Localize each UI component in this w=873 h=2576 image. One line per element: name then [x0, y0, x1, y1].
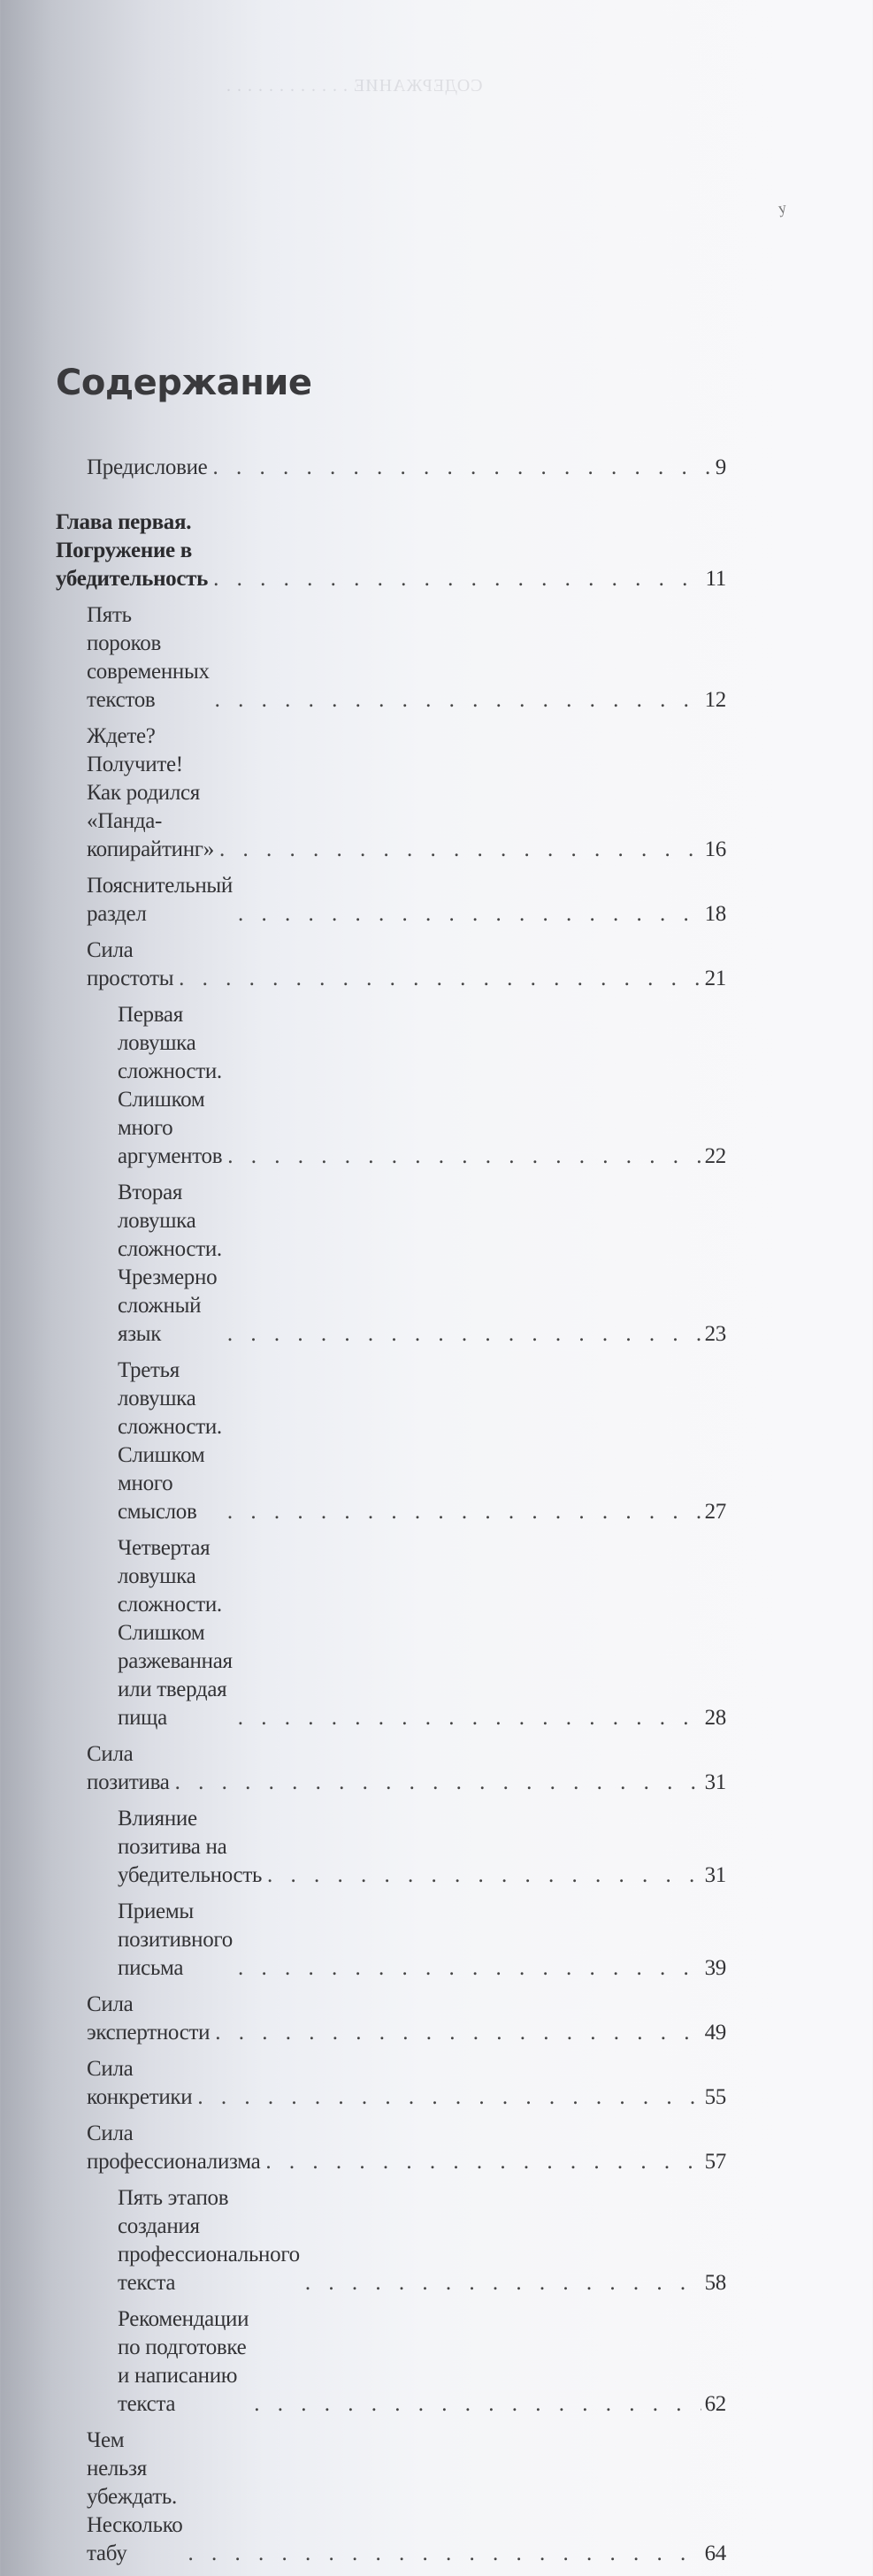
toc-entry-label-line1: Четвертая ловушка сложности. Слишком	[118, 1536, 222, 1645]
toc-entry[interactable]	[56, 1740, 726, 1797]
toc-entry-label: Чем нельзя убеждать. Несколько табу	[87, 2428, 183, 2565]
toc-page-number: 11	[705, 567, 726, 591]
toc-page-number: 55	[704, 2085, 726, 2109]
dot-leader	[267, 1861, 701, 1890]
toc-entry-multiline[interactable]	[56, 1001, 726, 1171]
dot-leader	[227, 1143, 701, 1171]
toc-page-number: 31	[704, 1770, 726, 1794]
toc-entry-label: разжеванная или твердая пища	[118, 1649, 233, 1730]
toc-entry-label-line1: Вторая ловушка сложности. Чрезмерно сложный	[118, 1181, 222, 1318]
toc-entry-label: Пять пороков современных текстов	[87, 603, 210, 712]
dot-leader	[213, 565, 701, 593]
toc-entry-label: Пять этапов создания профессионального текста	[118, 2186, 300, 2295]
dot-leader	[265, 2148, 701, 2176]
dot-leader	[227, 1498, 701, 1526]
dot-leader	[179, 965, 701, 993]
toc-entry-label-line1: Третья ловушка сложности. Слишком много	[118, 1358, 222, 1495]
page-title: Содержание	[56, 363, 312, 403]
toc-entry-chapter-1[interactable]	[56, 508, 726, 593]
bleed-through-header: СОДЕРЖАНИЕ . . . . . . . . . . . .	[226, 76, 483, 96]
pencil-mark: у	[777, 198, 788, 218]
toc-entry-label: Приемы позитивного письма	[118, 1900, 233, 1980]
dot-leader	[212, 454, 711, 482]
dot-leader	[215, 686, 701, 715]
dot-leader	[305, 2269, 701, 2297]
toc-entry[interactable]	[56, 936, 726, 993]
toc-page-number: 57	[704, 2150, 726, 2174]
toc-page-number: 28	[704, 1706, 726, 1730]
toc-entry-label: Сила экспертности	[87, 1992, 211, 2045]
toc-entry-label: Ждете? Получите! Как родился «Панда-копирайтинг»	[87, 724, 214, 861]
toc-entry[interactable]	[56, 722, 726, 864]
toc-entry[interactable]	[56, 1805, 726, 1890]
toc-page-number: 22	[704, 1144, 726, 1168]
table-of-contents	[56, 454, 726, 2576]
toc-entry-multiline[interactable]	[56, 1534, 726, 1732]
toc-entry-label: Сила профессионализма	[87, 2121, 261, 2174]
dot-leader	[227, 1320, 701, 1349]
toc-entry-multiline[interactable]	[56, 1357, 726, 1526]
toc-entry-preface[interactable]	[56, 454, 726, 482]
toc-page-number: 12	[704, 688, 726, 712]
dot-leader	[238, 1954, 701, 1983]
toc-page-number: 39	[704, 1956, 726, 1980]
toc-page-number: 27	[704, 1500, 726, 1524]
toc-entry[interactable]	[56, 1898, 726, 1983]
toc-entry[interactable]	[56, 2305, 726, 2419]
toc-entry-label: Предисловие	[87, 455, 208, 479]
dot-leader	[238, 1704, 701, 1732]
toc-page-number: 58	[704, 2271, 726, 2295]
toc-entry-label: Глава первая. Погружение в убедительность	[56, 510, 209, 591]
toc-entry-label: Рекомендации по подготовке и написанию текста	[118, 2307, 249, 2416]
dot-leader	[219, 836, 701, 864]
toc-entry-label: Сила простоты	[87, 938, 174, 990]
toc-page-number: 9	[715, 455, 726, 479]
toc-entry[interactable]	[56, 2184, 726, 2297]
toc-entry-multiline[interactable]	[56, 1179, 726, 1349]
toc-page-number: 49	[704, 2021, 726, 2045]
toc-page-number: 18	[704, 902, 726, 926]
toc-entry-label-line1: Первая ловушка сложности. Слишком много	[118, 1003, 222, 1140]
dot-leader	[254, 2390, 701, 2419]
toc-entry[interactable]	[56, 2427, 726, 2568]
toc-entry[interactable]	[56, 872, 726, 929]
toc-entry-label: аргументов	[118, 1144, 223, 1168]
toc-page-number: 23	[704, 1322, 726, 1346]
toc-page-number: 64	[704, 2542, 726, 2565]
toc-page-number: 21	[704, 967, 726, 990]
toc-entry-label: язык	[118, 1322, 162, 1346]
toc-page-number: 62	[704, 2392, 726, 2416]
toc-entry[interactable]	[56, 1991, 726, 2047]
toc-entry-label: Сила конкретики	[87, 2057, 193, 2109]
dot-leader	[175, 1769, 701, 1797]
toc-page-number: 31	[704, 1863, 726, 1887]
dot-leader	[238, 900, 701, 929]
dot-leader	[215, 2019, 701, 2047]
toc-entry-label: Сила позитива	[87, 1742, 170, 1794]
toc-entry[interactable]	[56, 601, 726, 715]
toc-entry-label: Пояснительный раздел	[87, 874, 233, 926]
toc-entry[interactable]	[56, 2055, 726, 2112]
toc-entry-label: смыслов	[118, 1500, 197, 1524]
toc-entry-label: Влияние позитива на убедительность	[118, 1807, 263, 1887]
dot-leader	[197, 2083, 701, 2112]
toc-page-number: 16	[704, 837, 726, 861]
dot-leader	[188, 2540, 701, 2568]
toc-entry[interactable]	[56, 2120, 726, 2176]
